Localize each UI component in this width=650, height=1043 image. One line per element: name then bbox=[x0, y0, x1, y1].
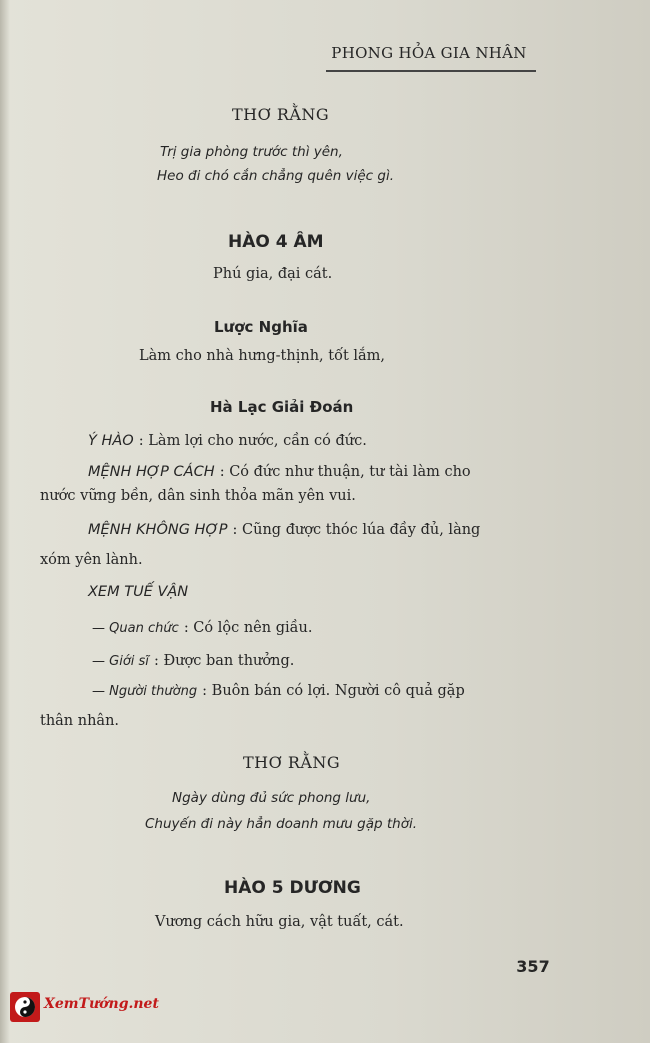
menh-hop-label: MỆNH HỢP CÁCH bbox=[88, 464, 215, 480]
hao4-subtitle: Phú gia, đại cát. bbox=[213, 266, 333, 282]
quan-chuc-line bbox=[92, 617, 312, 636]
yin-yang-icon bbox=[10, 992, 40, 1022]
menh-hop-line-1 bbox=[88, 461, 471, 480]
ha-lac-heading: Hà Lạc Giải Đoán bbox=[210, 398, 354, 416]
logo-text: XemTướng.net bbox=[44, 996, 159, 1012]
poem2-line-2: Chuyến đi này hẳn doanh mưu gặp thời. bbox=[145, 816, 417, 832]
gioi-si-line bbox=[92, 650, 294, 669]
menh-khong-hop-text-2: xóm yên lành. bbox=[40, 552, 143, 568]
y-hao-text: : Làm lợi cho nước, cần có đức. bbox=[138, 433, 367, 449]
nguoi-thuong-label: — Người thường bbox=[92, 684, 198, 699]
running-title: PHONG HỎA GIA NHÂN bbox=[331, 44, 527, 62]
luoc-nghia-heading: Lược Nghĩa bbox=[214, 318, 308, 336]
menh-khong-hop-line-1 bbox=[88, 519, 480, 538]
quan-chuc-label: — Quan chức bbox=[92, 621, 179, 636]
gioi-si-text: : Được ban thưởng. bbox=[154, 653, 295, 669]
gioi-si-label: — Giới sĩ bbox=[92, 654, 149, 669]
nguoi-thuong-line-1 bbox=[92, 680, 465, 699]
menh-khong-hop-label: MỆNH KHÔNG HỢP bbox=[88, 522, 228, 538]
page-shadow-edge bbox=[0, 0, 10, 1043]
header-rule bbox=[326, 70, 536, 72]
xem-tue-van-label: XEM TUẾ VẬN bbox=[88, 584, 189, 600]
luoc-nghia-text: Làm cho nhà hưng-thịnh, tốt lắm, bbox=[139, 348, 386, 364]
quan-chuc-text: : Có lộc nên giầu. bbox=[183, 620, 313, 636]
poem1-line-1: Trị gia phòng trước thì yên, bbox=[160, 144, 343, 160]
page-number: 357 bbox=[516, 957, 550, 976]
hao5-subtitle: Vương cách hữu gia, vật tuất, cát. bbox=[155, 914, 404, 930]
menh-hop-text-1: : Có đức như thuận, tư tài làm cho bbox=[219, 464, 471, 480]
menh-khong-hop-text-1: : Cũng được thóc lúa đầy đủ, làng bbox=[232, 522, 481, 538]
y-hao-label: Ý HÀO bbox=[88, 433, 134, 449]
nguoi-thuong-text-1: : Buôn bán có lợi. Người cô quả gặp bbox=[202, 683, 465, 699]
site-logo bbox=[10, 990, 175, 1026]
y-hao-line bbox=[88, 430, 367, 449]
hao4-title: HÀO 4 ÂM bbox=[228, 232, 324, 252]
poem2-line-1: Ngày dùng đủ sức phong lưu, bbox=[172, 790, 371, 806]
hao5-title: HÀO 5 DƯƠNG bbox=[224, 878, 361, 898]
poem1-title: THƠ RẰNG bbox=[232, 105, 330, 124]
nguoi-thuong-text-2: thân nhân. bbox=[40, 713, 120, 729]
poem2-title: THƠ RẰNG bbox=[243, 753, 341, 772]
menh-hop-text-2: nước vững bền, dân sinh thỏa mãn yên vui. bbox=[40, 488, 356, 504]
poem1-line-2: Heo đi chó cắn chẳng quên việc gì. bbox=[157, 168, 395, 184]
